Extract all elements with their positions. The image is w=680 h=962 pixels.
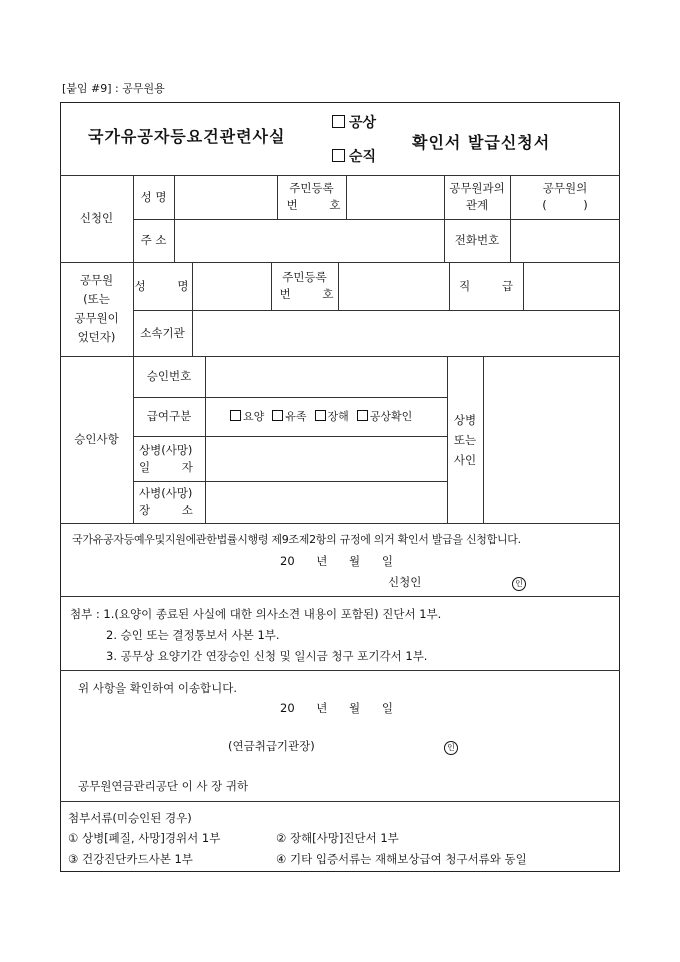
applicant-address-field[interactable]: [175, 220, 443, 261]
applicant-relation-label-2: 관계: [465, 198, 489, 212]
applicant-seal: 인: [512, 577, 526, 591]
applicant-relation-label: [444, 175, 510, 219]
official-section-label-4: 었던자): [77, 330, 116, 344]
applicant-section-label: 신청인: [79, 211, 114, 225]
approval-number-label: 승인번호: [146, 369, 192, 383]
unapproved-doc-3: ③ 건강진단카드사본 1부: [68, 852, 193, 866]
request-signer-label: 신청인: [388, 575, 422, 589]
applicant-name-field[interactable]: [175, 176, 276, 218]
applicant-relation-label-1: 공무원과의: [449, 181, 505, 195]
official-section-label: [60, 262, 133, 356]
approval-section-label: 승인사항: [74, 432, 119, 446]
benefit-option-care[interactable]: [230, 408, 264, 425]
cause-label-2: 또는: [453, 432, 477, 447]
injury-place-field[interactable]: [206, 482, 446, 522]
benefit-option-disability[interactable]: [315, 408, 349, 425]
option-line-of-duty-death[interactable]: [332, 146, 376, 166]
form-header-tag: [붙임 #9] : 공무원용: [62, 82, 165, 95]
attachment-item-3: 3. 공무상 요양기간 연장승인 신청 및 일시금 청구 포기각서 1부.: [106, 649, 428, 663]
injury-place-label-2: 장 소: [139, 503, 207, 517]
divider: [60, 523, 620, 524]
cause-field[interactable]: [484, 357, 619, 522]
benefit-type-label: 급여구분: [146, 409, 192, 423]
benefit-option-survivor[interactable]: [272, 408, 306, 425]
benefit-type-options: [206, 397, 446, 436]
cause-label-3: 사인: [453, 452, 477, 467]
form-title-left: 국가유공자등요건관련사실: [88, 127, 286, 146]
injury-place-label-1: 사병(사망): [139, 486, 193, 500]
official-section-label-1: 공무원: [79, 273, 114, 287]
official-rank-label: 직 급: [459, 278, 527, 293]
official-rrn-label-2: 번 호: [279, 287, 348, 301]
official-rrn-label-1: 주민등록: [282, 270, 327, 284]
injury-date-field[interactable]: [206, 437, 446, 480]
divider: [60, 670, 620, 671]
applicant-phone-label: 전화번호: [454, 233, 500, 247]
attachment-item-1: 첨부 : 1.(요양이 종료된 사실에 대한 의사소견 내용이 포함된) 진단서 1부.: [70, 607, 442, 621]
request-date: 20 년 월 일: [280, 554, 393, 568]
official-rrn-field[interactable]: [339, 263, 448, 309]
benefit-option-injury-confirm[interactable]: [357, 408, 413, 425]
applicant-relation-field[interactable]: [510, 175, 620, 219]
issuer-seal: 인: [444, 741, 458, 755]
cause-label: [447, 356, 483, 523]
attachment-item-2: 2. 승인 또는 결정통보서 사본 1부.: [106, 628, 280, 642]
divider: [60, 801, 620, 802]
unapproved-doc-1: ① 상병[폐질, 사망]경위서 1부: [68, 831, 221, 845]
option-death-label: 순직: [349, 149, 377, 165]
checkbox-care[interactable]: [230, 410, 241, 421]
applicant-relation-value-2: ( ): [542, 198, 588, 212]
confirmation-issuer: (연금취급기관장): [228, 739, 315, 753]
official-name-field[interactable]: [193, 263, 270, 309]
injury-place-label: [133, 481, 205, 523]
checkbox-injury[interactable]: [332, 115, 345, 128]
approval-number-field[interactable]: [206, 357, 446, 396]
checkbox-death[interactable]: [332, 149, 345, 162]
applicant-rrn-label: [277, 175, 355, 219]
unapproved-doc-2: ② 장해[사망]진단서 1부: [276, 831, 399, 845]
option-injury-label: 공상: [349, 115, 377, 131]
checkbox-survivor[interactable]: [272, 410, 283, 421]
benefit-option-disability-label: 장해: [327, 410, 349, 423]
confirmation-date: 20 년 월 일: [280, 701, 393, 715]
official-section-label-3: 공무원이: [74, 311, 119, 325]
unapproved-docs-title: 첨부서류(미승인된 경우): [68, 811, 192, 825]
applicant-rrn-label-1: 주민등록: [289, 181, 334, 195]
confirmation-recipient: 공무원연금관리공단 이 사 장 귀하: [78, 779, 249, 793]
official-agency-field[interactable]: [193, 311, 619, 355]
injury-date-label-1: 상병(사망): [139, 442, 193, 457]
official-rank-field[interactable]: [524, 263, 619, 309]
applicant-relation-value-1: 공무원의: [542, 181, 588, 195]
official-name-label: 성 명: [134, 278, 203, 293]
unapproved-doc-4: ④ 기타 입증서류는 재해보상급여 청구서류와 동일: [276, 852, 527, 866]
option-occupational-injury[interactable]: [332, 112, 376, 132]
confirmation-statement: 위 사항을 확인하여 이송합니다.: [78, 681, 238, 695]
applicant-rrn-field[interactable]: [347, 176, 443, 218]
applicant-address-label: 주 소: [140, 233, 167, 247]
request-statement: 국가유공자등예우및지원에관한법률시행령 제9조제2항의 규정에 의거 확인서 발급을 신청합니다.: [72, 533, 521, 546]
checkbox-injury-confirm[interactable]: [357, 410, 368, 421]
applicant-rrn-label-2: 번 호: [286, 198, 355, 212]
cause-label-1: 상병: [453, 412, 477, 427]
checkbox-disability[interactable]: [315, 410, 326, 421]
form-title-right: 확인서 발급신청서: [412, 133, 551, 152]
official-section-label-2: (또는: [83, 292, 110, 306]
benefit-option-survivor-label: 유족: [285, 410, 307, 423]
confirmation-seal-mark[interactable]: [444, 739, 458, 755]
applicant-name-label: 성 명: [140, 189, 167, 204]
divider: [60, 596, 620, 597]
benefit-option-injury-confirm-label: 공상확인: [369, 410, 413, 423]
benefit-option-care-label: 요양: [243, 410, 265, 423]
official-agency-label: 소속기관: [140, 325, 185, 340]
injury-date-label-2: 일 자: [139, 459, 207, 474]
official-rrn-label: [271, 262, 348, 310]
request-seal-mark[interactable]: [512, 575, 526, 591]
applicant-phone-field[interactable]: [511, 220, 619, 261]
injury-date-label: [133, 436, 205, 481]
